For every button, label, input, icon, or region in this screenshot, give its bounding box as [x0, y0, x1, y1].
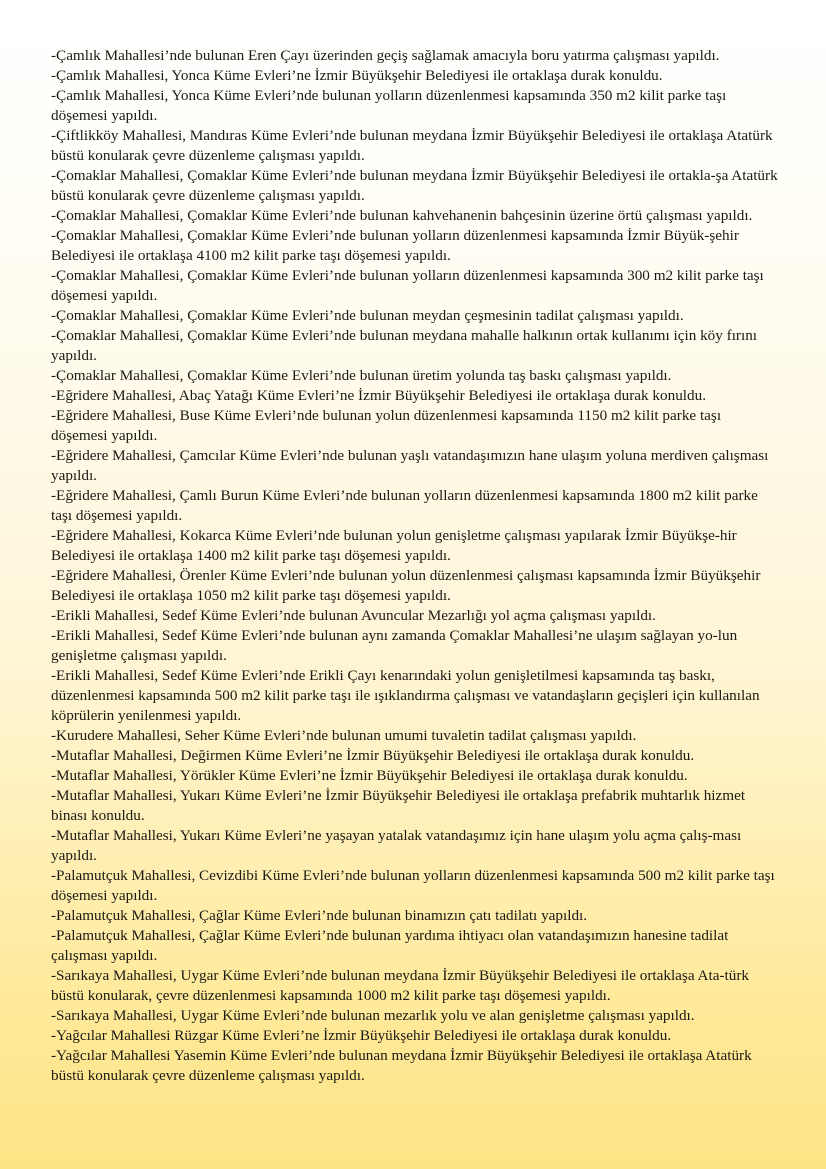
list-item: -Palamutçuk Mahallesi, Çağlar Küme Evleri’nde bulunan binamızın çatı tadilatı yapıldı. — [51, 907, 588, 924]
list-item: -Çiftlikköy Mahallesi, Mandıras Küme Evleri’nde bulunan meydana İzmir Büyükşehir Belediyesi ile ortaklaşa Atatürk büstü konularak çevre düzenleme çalışması yapıldı. — [51, 127, 773, 164]
list-item: -Çomaklar Mahallesi, Çomaklar Küme Evleri’nde bulunan yolların düzenlenmesi kapsamında 300 m2 kilit parke taşı döşemesi yapıldı. — [51, 267, 764, 304]
list-item: -Kurudere Mahallesi, Seher Küme Evleri’nde bulunan umumi tuvaletin tadilat çalışması yapıldı. — [51, 727, 637, 744]
list-item: -Mutaflar Mahallesi, Yukarı Küme Evleri’ne İzmir Büyükşehir Belediyesi ile ortaklaşa prefabrik muhtarlık hizmet binası konuldu. — [51, 787, 746, 824]
list-item: -Eğridere Mahallesi, Abaç Yatağı Küme Evleri’ne İzmir Büyükşehir Belediyesi ile ortaklaşa durak konuldu. — [51, 387, 706, 404]
list-item: -Çomaklar Mahallesi, Çomaklar Küme Evleri’nde bulunan kahvehanenin bahçesinin üzerine örtü çalışması yapıldı. — [51, 207, 753, 224]
list-item: -Palamutçuk Mahallesi, Cevizdibi Küme Evleri’nde bulunan yolların düzenlenmesi kapsamında 500 m2 kilit parke taşı döşemesi yapıldı. — [51, 867, 775, 904]
list-item: -Sarıkaya Mahallesi, Uygar Küme Evleri’nde bulunan meydana İzmir Büyükşehir Belediyesi ile ortaklaşa Ata-türk büstü konularak, çevre düzenlenmesi kapsamında 1000 m2 kilit parke taşı döşemesi yapıldı. — [51, 967, 749, 1004]
list-item: -Erikli Mahallesi, Sedef Küme Evleri’nde bulunan aynı zamanda Çomaklar Mahallesi’ne ulaşım sağlayan yo-lun genişletme çalışması yapıldı. — [51, 627, 738, 664]
list-item: -Çomaklar Mahallesi, Çomaklar Küme Evleri’nde bulunan üretim yolunda taş baskı çalışması yapıldı. — [51, 367, 672, 384]
list-item: -Çomaklar Mahallesi, Çomaklar Küme Evleri’nde bulunan meydana İzmir Büyükşehir Belediyesi ile ortakla-şa Atatürk büstü konularak çevre düzenleme çalışması yapıldı. — [51, 167, 778, 204]
list-item: -Erikli Mahallesi, Sedef Küme Evleri’nde Erikli Çayı kenarındaki yolun genişletilmesi kapsamında taş baskı, düzenlenmesi kapsamında 500 m2 kilit parke taşı ile ışıklandırma çalışması ve vatandaşların geçişleri için kullanılan köprülerin yenilenmesi yapıldı. — [51, 667, 760, 724]
list-item: -Çomaklar Mahallesi, Çomaklar Küme Evleri’nde bulunan meydana mahalle halkının ortak kullanımı için köy fırını yapıldı. — [51, 327, 758, 364]
list-item: -Çamlık Mahallesi’nde bulunan Eren Çayı üzerinden geçiş sağlamak amacıyla boru yatırma çalışması yapıldı. — [51, 47, 720, 64]
list-item: -Eğridere Mahallesi, Buse Küme Evleri’nde bulunan yolun düzenlenmesi kapsamında 1150 m2 kilit parke taşı döşemesi yapıldı. — [51, 407, 722, 444]
activity-list — [51, 46, 780, 1086]
list-item: -Palamutçuk Mahallesi, Çağlar Küme Evleri’nde bulunan yardıma ihtiyacı olan vatandaşımızın hanesine tadilat çalışması yapıldı. — [51, 927, 729, 964]
list-item: -Sarıkaya Mahallesi, Uygar Küme Evleri’nde bulunan mezarlık yolu ve alan genişletme çalışması yapıldı. — [51, 1007, 695, 1024]
list-item: -Çamlık Mahallesi, Yonca Küme Evleri’ne İzmir Büyükşehir Belediyesi ile ortaklaşa durak konuldu. — [51, 67, 663, 84]
list-item: -Eğridere Mahallesi, Kokarca Küme Evleri’nde bulunan yolun genişletme çalışması yapılarak İzmir Büyükşe-hir Belediyesi ile ortaklaşa 1400 m2 kilit parke taşı döşemesi yapıldı. — [51, 527, 737, 564]
list-item: -Mutaflar Mahallesi, Değirmen Küme Evleri’ne İzmir Büyükşehir Belediyesi ile ortaklaşa durak konuldu. — [51, 747, 695, 764]
list-item: -Eğridere Mahallesi, Örenler Küme Evleri’nde bulunan yolun düzenlenmesi çalışması kapsamında İzmir Büyükşehir Belediyesi ile ortaklaşa 1050 m2 kilit parke taşı döşemesi yapıldı. — [51, 567, 761, 604]
list-item: -Erikli Mahallesi, Sedef Küme Evleri’nde bulunan Avuncular Mezarlığı yol açma çalışması yapıldı. — [51, 607, 656, 624]
list-item: -Çamlık Mahallesi, Yonca Küme Evleri’nde bulunan yolların düzenlenmesi kapsamında 350 m2 kilit parke taşı döşemesi yapıldı. — [51, 87, 727, 124]
list-item: -Eğridere Mahallesi, Çamlı Burun Küme Evleri’nde bulunan yolların düzenlenmesi kapsamında 1800 m2 kilit parke taşı döşemesi yapıldı. — [51, 487, 758, 524]
list-item: -Yağcılar Mahallesi Rüzgar Küme Evleri’ne İzmir Büyükşehir Belediyesi ile ortaklaşa durak konuldu. — [51, 1027, 672, 1044]
list-item: -Çomaklar Mahallesi, Çomaklar Küme Evleri’nde bulunan yolların düzenlenmesi kapsamında İzmir Büyük-şehir Belediyesi ile ortaklaşa 4100 m2 kilit parke taşı döşemesi yapıldı. — [51, 227, 739, 264]
list-item: -Yağcılar Mahallesi Yasemin Küme Evleri’nde bulunan meydana İzmir Büyükşehir Belediyesi ile ortaklaşa Atatürk büstü konularak çevre düzenleme çalışması yapıldı. — [51, 1047, 752, 1084]
list-item: -Mutaflar Mahallesi, Yörükler Küme Evleri’ne İzmir Büyükşehir Belediyesi ile ortaklaşa durak konuldu. — [51, 767, 688, 784]
list-item: -Eğridere Mahallesi, Çamcılar Küme Evleri’nde bulunan yaşlı vatandaşımızın hane ulaşım yoluna merdiven çalışması yapıldı. — [51, 447, 769, 484]
list-item: -Çomaklar Mahallesi, Çomaklar Küme Evleri’nde bulunan meydan çeşmesinin tadilat çalışması yapıldı. — [51, 307, 684, 324]
list-item: -Mutaflar Mahallesi, Yukarı Küme Evleri’ne yaşayan yatalak vatandaşımız için hane ulaşım yolu açma çalış-ması yapıldı. — [51, 827, 742, 864]
